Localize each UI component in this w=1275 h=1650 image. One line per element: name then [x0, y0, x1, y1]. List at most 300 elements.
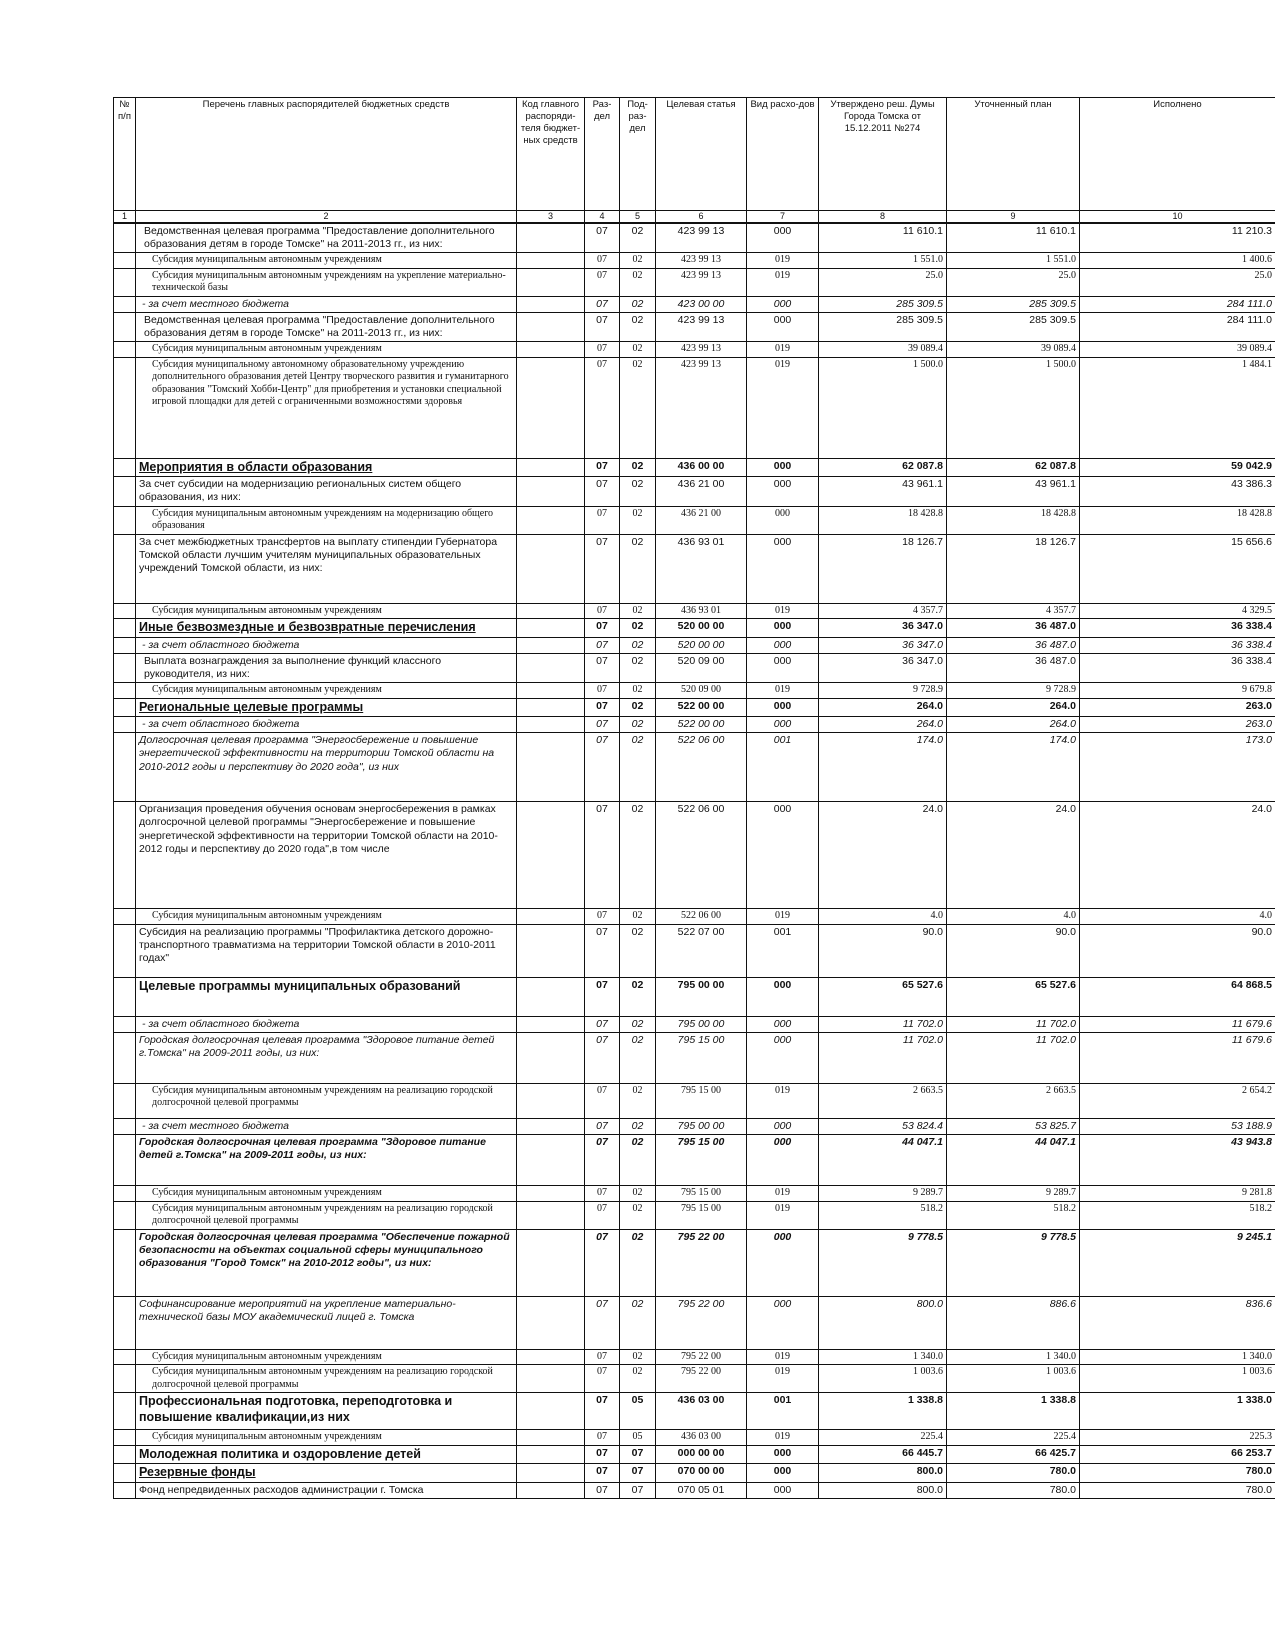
row-name: Субсидия муниципальным автономным учреждениям на модернизацию общего образования [136, 506, 517, 534]
row-target-article: 070 00 00 [656, 1464, 747, 1483]
row-name: - за счет местного бюджета [136, 1118, 517, 1134]
table-row [114, 909, 1275, 925]
row-expense-type: 019 [747, 253, 819, 269]
row-name: - за счет местного бюджета [136, 296, 517, 312]
row-executed-value: 836.6 [1080, 1296, 1275, 1349]
row-target-article: 522 06 00 [656, 802, 747, 909]
table-row [114, 1393, 1275, 1430]
row-expense-type: 019 [747, 683, 819, 699]
row-executed-value: 518.2 [1080, 1201, 1275, 1229]
row-plan-value: 62 087.8 [947, 458, 1080, 477]
row-number-cell [114, 1118, 136, 1134]
row-target-article: 436 00 00 [656, 458, 747, 477]
row-number-cell [114, 1201, 136, 1229]
row-executed-value: 2 654.2 [1080, 1083, 1275, 1118]
row-number-cell [114, 1229, 136, 1296]
row-number-cell [114, 802, 136, 909]
row-name: - за счет областного бюджета [136, 717, 517, 733]
row-subsection: 02 [620, 802, 656, 909]
budget-report-sheet [113, 97, 1275, 1499]
row-executed-value: 263.0 [1080, 698, 1275, 717]
header-col-name: Перечень главных распорядителей бюджетных средств [136, 98, 517, 211]
column-number: 10 [1080, 211, 1275, 224]
row-name: Субсидия муниципальному автономному образовательному учреждению дополнительного образования детей Центру творческого развития и гуманитарного образования "Томский Хобби-Центр" для приобретения и установки специальной игровой площадки для детей с ограниченными возможностями здоровья [136, 357, 517, 458]
row-subsection: 02 [620, 253, 656, 269]
row-number-cell [114, 477, 136, 506]
row-target-article: 423 99 13 [656, 357, 747, 458]
row-expense-type: 019 [747, 603, 819, 619]
row-plan-value: 11 610.1 [947, 223, 1080, 253]
row-section: 07 [585, 683, 620, 699]
row-expense-type: 019 [747, 342, 819, 358]
row-section: 07 [585, 1186, 620, 1202]
row-section: 07 [585, 253, 620, 269]
row-section: 07 [585, 977, 620, 1016]
row-name: Субсидия муниципальным автономным учреждениям [136, 253, 517, 269]
row-number-cell [114, 603, 136, 619]
row-approved-value: 36 347.0 [819, 637, 947, 653]
table-row [114, 223, 1275, 253]
row-plan-value: 65 527.6 [947, 977, 1080, 1016]
row-name: Выплата вознаграждения за выполнение функций классного руководителя, из них: [136, 653, 517, 682]
row-approved-value: 1 340.0 [819, 1349, 947, 1365]
row-target-article: 522 07 00 [656, 924, 747, 977]
row-target-article: 795 15 00 [656, 1201, 747, 1229]
row-plan-value: 1 340.0 [947, 1349, 1080, 1365]
row-name: Организация проведения обучения основам энергосбережения в рамках долгосрочной целевой программы "Энергосбережение и повышение энергетической эффективности на территории Томской области на 2010-2012 годы и перспективу до 2020 года",в том числе [136, 802, 517, 909]
row-name: - за счет областного бюджета [136, 637, 517, 653]
row-subsection: 02 [620, 296, 656, 312]
row-plan-value: 1 003.6 [947, 1365, 1080, 1393]
row-number-cell [114, 458, 136, 477]
row-number-cell [114, 268, 136, 296]
row-plan-value: 4 357.7 [947, 603, 1080, 619]
row-number-cell [114, 977, 136, 1016]
table-row [114, 653, 1275, 682]
row-name: Субсидия муниципальным автономным учреждениям [136, 342, 517, 358]
header-col-approved: Утверждено реш. Думы Города Томска от 15.12.2011 №274 [819, 98, 947, 211]
row-expense-type: 000 [747, 1482, 819, 1498]
row-approved-value: 4.0 [819, 909, 947, 925]
row-expense-type: 000 [747, 477, 819, 506]
row-admin-code [517, 458, 585, 477]
row-admin-code [517, 603, 585, 619]
row-number-cell [114, 909, 136, 925]
row-number-cell [114, 223, 136, 253]
row-expense-type: 000 [747, 1032, 819, 1083]
row-section: 07 [585, 717, 620, 733]
row-admin-code [517, 268, 585, 296]
row-section: 07 [585, 1229, 620, 1296]
row-subsection: 02 [620, 733, 656, 802]
row-subsection: 05 [620, 1430, 656, 1446]
row-subsection: 02 [620, 1365, 656, 1393]
row-target-article: 423 99 13 [656, 223, 747, 253]
row-section: 07 [585, 1032, 620, 1083]
row-number-cell [114, 717, 136, 733]
row-expense-type: 000 [747, 1135, 819, 1186]
column-number: 4 [585, 211, 620, 224]
row-approved-value: 264.0 [819, 698, 947, 717]
row-approved-value: 66 445.7 [819, 1445, 947, 1464]
row-executed-value: 11 679.6 [1080, 1016, 1275, 1032]
row-executed-value: 64 868.5 [1080, 977, 1275, 1016]
row-executed-value: 90.0 [1080, 924, 1275, 977]
row-plan-value: 1 551.0 [947, 253, 1080, 269]
row-approved-value: 11 610.1 [819, 223, 947, 253]
row-section: 07 [585, 1083, 620, 1118]
row-subsection: 02 [620, 268, 656, 296]
row-executed-value: 66 253.7 [1080, 1445, 1275, 1464]
row-approved-value: 53 824.4 [819, 1118, 947, 1134]
row-executed-value: 36 338.4 [1080, 653, 1275, 682]
header-row [114, 98, 1275, 211]
row-expense-type: 000 [747, 1445, 819, 1464]
row-section: 07 [585, 909, 620, 925]
row-subsection: 02 [620, 653, 656, 682]
row-plan-value: 1 500.0 [947, 357, 1080, 458]
row-number-cell [114, 357, 136, 458]
row-section: 07 [585, 312, 620, 341]
row-section: 07 [585, 268, 620, 296]
row-plan-value: 9 728.9 [947, 683, 1080, 699]
row-executed-value: 1 484.1 [1080, 357, 1275, 458]
row-target-article: 000 00 00 [656, 1445, 747, 1464]
row-plan-value: 39 089.4 [947, 342, 1080, 358]
row-subsection: 02 [620, 1135, 656, 1186]
row-expense-type: 000 [747, 619, 819, 638]
row-target-article: 795 15 00 [656, 1186, 747, 1202]
row-plan-value: 4.0 [947, 909, 1080, 925]
row-target-article: 070 05 01 [656, 1482, 747, 1498]
table-header [114, 98, 1275, 224]
row-target-article: 795 15 00 [656, 1083, 747, 1118]
row-target-article: 522 06 00 [656, 733, 747, 802]
table-body [114, 223, 1275, 1498]
row-section: 07 [585, 619, 620, 638]
row-name: Субсидия муниципальным автономным учреждениям на реализацию городской долгосрочной целевой программы [136, 1083, 517, 1118]
row-approved-value: 9 289.7 [819, 1186, 947, 1202]
header-col-no: № п/п [114, 98, 136, 211]
row-section: 07 [585, 1365, 620, 1393]
row-number-cell [114, 1135, 136, 1186]
row-admin-code [517, 802, 585, 909]
row-executed-value: 9 679.8 [1080, 683, 1275, 699]
table-row [114, 458, 1275, 477]
column-number-row [114, 211, 1275, 224]
row-admin-code [517, 342, 585, 358]
row-number-cell [114, 1464, 136, 1483]
row-number-cell [114, 506, 136, 534]
row-target-article: 795 15 00 [656, 1032, 747, 1083]
row-expense-type: 019 [747, 1186, 819, 1202]
row-number-cell [114, 653, 136, 682]
row-admin-code [517, 1083, 585, 1118]
header-col-subsection: Под-раз-дел [620, 98, 656, 211]
row-expense-type: 001 [747, 733, 819, 802]
row-target-article: 436 21 00 [656, 477, 747, 506]
row-admin-code [517, 698, 585, 717]
row-admin-code [517, 477, 585, 506]
row-name: Целевые программы муниципальных образований [136, 977, 517, 1016]
row-name: За счет субсидии на модернизацию региональных систем общего образования, из них: [136, 477, 517, 506]
row-executed-value: 39 089.4 [1080, 342, 1275, 358]
row-admin-code [517, 1296, 585, 1349]
row-approved-value: 11 702.0 [819, 1016, 947, 1032]
row-expense-type: 000 [747, 802, 819, 909]
budget-table [113, 97, 1275, 1499]
row-subsection: 02 [620, 357, 656, 458]
row-section: 07 [585, 534, 620, 603]
row-subsection: 02 [620, 477, 656, 506]
row-approved-value: 800.0 [819, 1482, 947, 1498]
row-name: Субсидия муниципальным автономным учреждениям [136, 1430, 517, 1446]
row-name: Фонд непредвиденных расходов администрации г. Томска [136, 1482, 517, 1498]
table-row [114, 534, 1275, 603]
row-number-cell [114, 312, 136, 341]
row-target-article: 795 22 00 [656, 1296, 747, 1349]
row-admin-code [517, 1393, 585, 1430]
row-subsection: 02 [620, 603, 656, 619]
row-subsection: 02 [620, 977, 656, 1016]
header-col-code: Код главного распоряди-теля бюджет-ных средств [517, 98, 585, 211]
row-admin-code [517, 1032, 585, 1083]
row-expense-type: 019 [747, 268, 819, 296]
row-plan-value: 66 425.7 [947, 1445, 1080, 1464]
row-section: 07 [585, 506, 620, 534]
table-row [114, 683, 1275, 699]
row-plan-value: 9 289.7 [947, 1186, 1080, 1202]
row-number-cell [114, 1186, 136, 1202]
row-admin-code [517, 506, 585, 534]
row-admin-code [517, 223, 585, 253]
row-target-article: 520 09 00 [656, 683, 747, 699]
row-target-article: 522 00 00 [656, 717, 747, 733]
row-section: 07 [585, 733, 620, 802]
row-executed-value: 284 111.0 [1080, 312, 1275, 341]
row-admin-code [517, 1118, 585, 1134]
row-number-cell [114, 1482, 136, 1498]
row-admin-code [517, 1365, 585, 1393]
row-executed-value: 1 340.0 [1080, 1349, 1275, 1365]
row-name: За счет межбюджетных трансфертов на выплату стипендии Губернатора Томской области лучшим учителям муниципальных образовательных учреждений Томской области, из них: [136, 534, 517, 603]
row-number-cell [114, 534, 136, 603]
row-approved-value: 285 309.5 [819, 296, 947, 312]
row-number-cell [114, 924, 136, 977]
row-target-article: 795 00 00 [656, 1118, 747, 1134]
row-name: Субсидия муниципальным автономным учреждениям на реализацию городской долгосрочной целевой программы [136, 1201, 517, 1229]
row-approved-value: 2 663.5 [819, 1083, 947, 1118]
row-plan-value: 90.0 [947, 924, 1080, 977]
row-name: Ведомственная целевая программа "Предоставление дополнительного образования детям в городе Томске" на 2011-2013 гг., из них: [136, 223, 517, 253]
row-target-article: 436 93 01 [656, 603, 747, 619]
table-row [114, 1349, 1275, 1365]
table-row [114, 1135, 1275, 1186]
row-admin-code [517, 619, 585, 638]
row-plan-value: 780.0 [947, 1464, 1080, 1483]
table-row [114, 637, 1275, 653]
row-subsection: 02 [620, 924, 656, 977]
row-subsection: 02 [620, 1296, 656, 1349]
row-section: 07 [585, 653, 620, 682]
row-approved-value: 36 347.0 [819, 653, 947, 682]
row-subsection: 02 [620, 909, 656, 925]
row-approved-value: 174.0 [819, 733, 947, 802]
row-plan-value: 2 663.5 [947, 1083, 1080, 1118]
row-section: 07 [585, 477, 620, 506]
row-name: Резервные фонды [136, 1464, 517, 1483]
table-row [114, 802, 1275, 909]
row-executed-value: 11 210.3 [1080, 223, 1275, 253]
row-target-article: 795 22 00 [656, 1229, 747, 1296]
row-expense-type: 000 [747, 534, 819, 603]
row-target-article: 795 22 00 [656, 1365, 747, 1393]
row-approved-value: 9 778.5 [819, 1229, 947, 1296]
row-name: Городская долгосрочная целевая программа "Обеспечение пожарной безопасности на объектах социальной сферы муниципального образования "Город Томск" на 2010-2012 годы", из них: [136, 1229, 517, 1296]
column-number: 1 [114, 211, 136, 224]
row-expense-type: 001 [747, 924, 819, 977]
row-approved-value: 18 428.8 [819, 506, 947, 534]
row-subsection: 02 [620, 534, 656, 603]
row-plan-value: 518.2 [947, 1201, 1080, 1229]
table-row [114, 698, 1275, 717]
row-executed-value: 36 338.4 [1080, 637, 1275, 653]
row-target-article: 436 93 01 [656, 534, 747, 603]
row-approved-value: 36 347.0 [819, 619, 947, 638]
row-expense-type: 000 [747, 717, 819, 733]
row-approved-value: 4 357.7 [819, 603, 947, 619]
row-executed-value: 284 111.0 [1080, 296, 1275, 312]
row-name: Субсидия на реализацию программы "Профилактика детского дорожно-транспортного травматизма на территории Томской области в 2010-2011 годах" [136, 924, 517, 977]
row-expense-type: 000 [747, 1118, 819, 1134]
row-plan-value: 174.0 [947, 733, 1080, 802]
row-plan-value: 225.4 [947, 1430, 1080, 1446]
row-subsection: 02 [620, 1032, 656, 1083]
row-executed-value: 59 042.9 [1080, 458, 1275, 477]
row-target-article: 423 99 13 [656, 342, 747, 358]
row-target-article: 423 99 13 [656, 253, 747, 269]
row-executed-value: 1 338.0 [1080, 1393, 1275, 1430]
row-executed-value: 43 943.8 [1080, 1135, 1275, 1186]
header-col-section: Раз-дел [585, 98, 620, 211]
row-expense-type: 000 [747, 977, 819, 1016]
row-target-article: 795 15 00 [656, 1135, 747, 1186]
row-expense-type: 000 [747, 312, 819, 341]
row-subsection: 02 [620, 1186, 656, 1202]
row-executed-value: 25.0 [1080, 268, 1275, 296]
row-executed-value: 36 338.4 [1080, 619, 1275, 638]
row-section: 07 [585, 357, 620, 458]
column-number: 7 [747, 211, 819, 224]
header-col-executed: Исполнено [1080, 98, 1275, 211]
row-number-cell [114, 1430, 136, 1446]
row-expense-type: 000 [747, 653, 819, 682]
row-name: Мероприятия в области образования [136, 458, 517, 477]
row-target-article: 520 00 00 [656, 619, 747, 638]
row-section: 07 [585, 637, 620, 653]
header-col-expense-type: Вид расхо-дов [747, 98, 819, 211]
row-approved-value: 90.0 [819, 924, 947, 977]
row-section: 07 [585, 1201, 620, 1229]
table-row [114, 1482, 1275, 1498]
row-subsection: 02 [620, 1083, 656, 1118]
row-plan-value: 285 309.5 [947, 296, 1080, 312]
table-row [114, 1032, 1275, 1083]
row-section: 07 [585, 223, 620, 253]
row-subsection: 02 [620, 637, 656, 653]
row-section: 07 [585, 1296, 620, 1349]
row-executed-value: 43 386.3 [1080, 477, 1275, 506]
row-admin-code [517, 1229, 585, 1296]
row-section: 07 [585, 1118, 620, 1134]
row-approved-value: 24.0 [819, 802, 947, 909]
row-number-cell [114, 253, 136, 269]
row-admin-code [517, 1186, 585, 1202]
row-plan-value: 886.6 [947, 1296, 1080, 1349]
row-approved-value: 11 702.0 [819, 1032, 947, 1083]
row-expense-type: 019 [747, 1201, 819, 1229]
row-section: 07 [585, 802, 620, 909]
table-row [114, 977, 1275, 1016]
table-row [114, 1445, 1275, 1464]
row-approved-value: 1 551.0 [819, 253, 947, 269]
row-approved-value: 25.0 [819, 268, 947, 296]
row-section: 07 [585, 1482, 620, 1498]
row-target-article: 795 22 00 [656, 1349, 747, 1365]
row-number-cell [114, 1083, 136, 1118]
row-name: Субсидия муниципальным автономным учреждениям [136, 1349, 517, 1365]
row-number-cell [114, 1393, 136, 1430]
row-subsection: 02 [620, 1201, 656, 1229]
row-plan-value: 36 487.0 [947, 637, 1080, 653]
row-executed-value: 9 245.1 [1080, 1229, 1275, 1296]
row-section: 07 [585, 1349, 620, 1365]
row-approved-value: 285 309.5 [819, 312, 947, 341]
row-expense-type: 000 [747, 698, 819, 717]
row-target-article: 423 99 13 [656, 268, 747, 296]
row-subsection: 02 [620, 458, 656, 477]
row-executed-value: 173.0 [1080, 733, 1275, 802]
row-target-article: 423 00 00 [656, 296, 747, 312]
row-expense-type: 000 [747, 637, 819, 653]
row-number-cell [114, 698, 136, 717]
table-row [114, 1016, 1275, 1032]
row-approved-value: 800.0 [819, 1296, 947, 1349]
row-executed-value: 9 281.8 [1080, 1186, 1275, 1202]
row-name: Субсидия муниципальным автономным учреждениям на реализацию городской долгосрочной целевой программы [136, 1365, 517, 1393]
row-subsection: 02 [620, 506, 656, 534]
row-executed-value: 53 188.9 [1080, 1118, 1275, 1134]
row-admin-code [517, 924, 585, 977]
row-target-article: 520 00 00 [656, 637, 747, 653]
row-plan-value: 18 428.8 [947, 506, 1080, 534]
row-executed-value: 1 003.6 [1080, 1365, 1275, 1393]
table-row [114, 357, 1275, 458]
row-plan-value: 36 487.0 [947, 619, 1080, 638]
row-admin-code [517, 296, 585, 312]
row-expense-type: 000 [747, 1016, 819, 1032]
row-admin-code [517, 1349, 585, 1365]
row-subsection: 02 [620, 1016, 656, 1032]
row-approved-value: 65 527.6 [819, 977, 947, 1016]
row-admin-code [517, 909, 585, 925]
row-plan-value: 264.0 [947, 698, 1080, 717]
row-plan-value: 25.0 [947, 268, 1080, 296]
row-admin-code [517, 1016, 585, 1032]
row-name: Иные безвозмездные и безвозвратные перечисления [136, 619, 517, 638]
row-plan-value: 264.0 [947, 717, 1080, 733]
row-admin-code [517, 653, 585, 682]
